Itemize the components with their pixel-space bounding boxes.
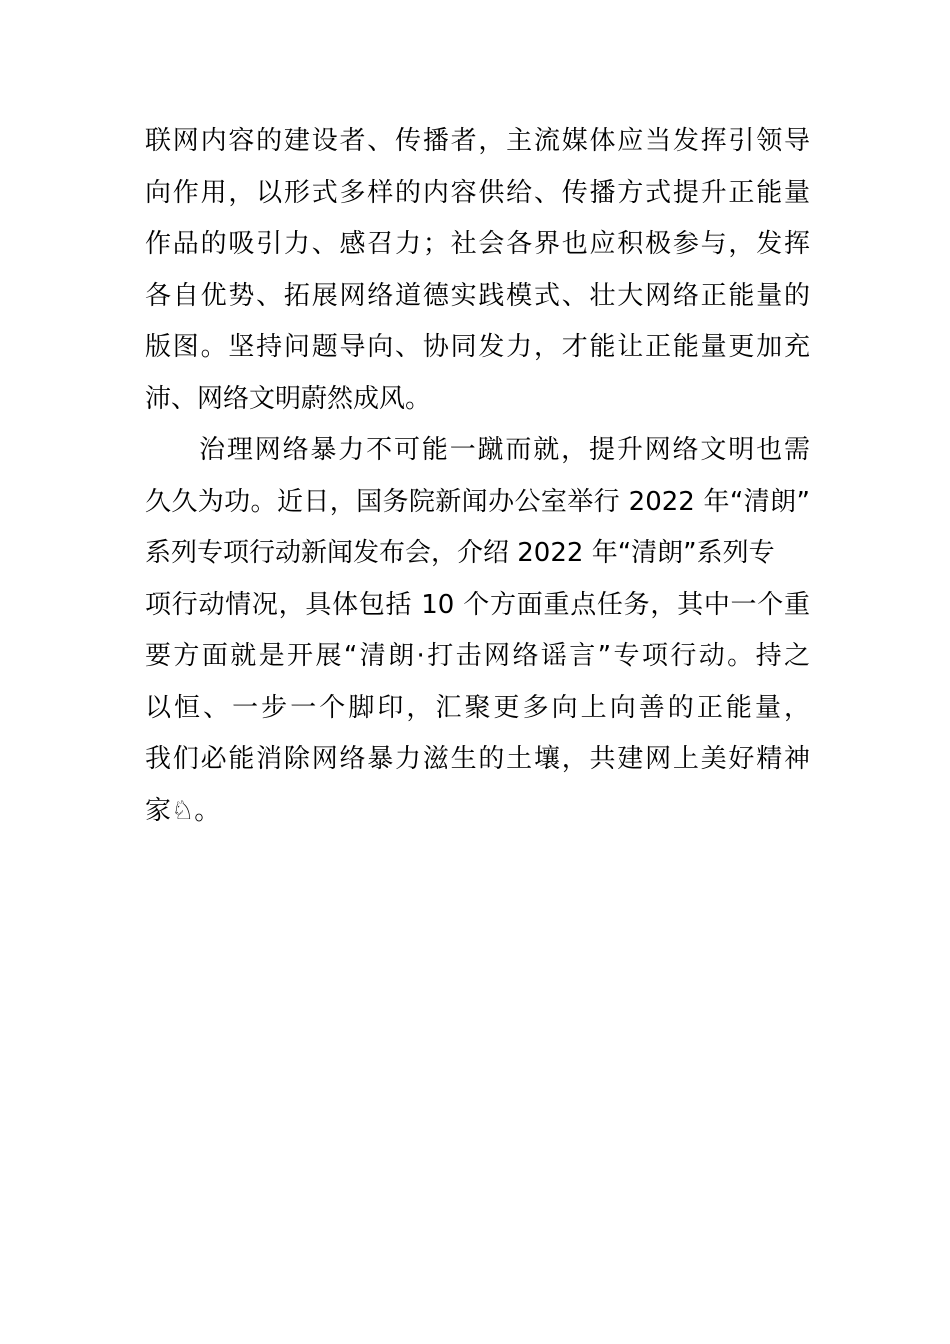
paragraph-line: 以恒、一步一个脚印，汇聚更多向上向善的正能量， bbox=[145, 692, 810, 723]
paragraph-line: 久久为功。近日，国务院新闻办公室举行 2022 年“清朗” bbox=[145, 486, 810, 517]
paragraph-line: 沛、网络文明蔚然成风。 bbox=[145, 383, 432, 414]
paragraph-line: 家♘。 bbox=[145, 795, 221, 826]
paragraph-line: 项行动情况，具体包括 10 个方面重点任务，其中一个重 bbox=[145, 589, 810, 620]
article-body bbox=[145, 116, 810, 837]
paragraph-line: 联网内容的建设者、传播者，主流媒体应当发挥引领导 bbox=[145, 126, 810, 156]
paragraph-2 bbox=[145, 425, 810, 837]
paragraph-line: 系列专项行动新闻发布会，介绍 2022 年“清朗”系列专 bbox=[145, 538, 775, 568]
paragraph-line: 作品的吸引力、感召力；社会各界也应积极参与，发挥 bbox=[145, 229, 810, 259]
paragraph-line: 向作用，以形式多样的内容供给、传播方式提升正能量 bbox=[145, 177, 810, 208]
paragraph-line: 各自优势、拓展网络道德实践模式、壮大网络正能量的 bbox=[145, 280, 810, 311]
paragraph-line: 要方面就是开展“清朗·打击网络谣言”专项行动。持之 bbox=[145, 641, 810, 671]
paragraph-line: 治理网络暴力不可能一蹴而就，提升网络文明也需 bbox=[199, 435, 810, 465]
paragraph-line: 我们必能消除网络暴力滋生的土壤，共建网上美好精神 bbox=[145, 744, 810, 774]
paragraph-line: 版图。坚持问题导向、协同发力，才能让正能量更加充 bbox=[145, 332, 810, 362]
paragraph-1 bbox=[145, 116, 810, 425]
